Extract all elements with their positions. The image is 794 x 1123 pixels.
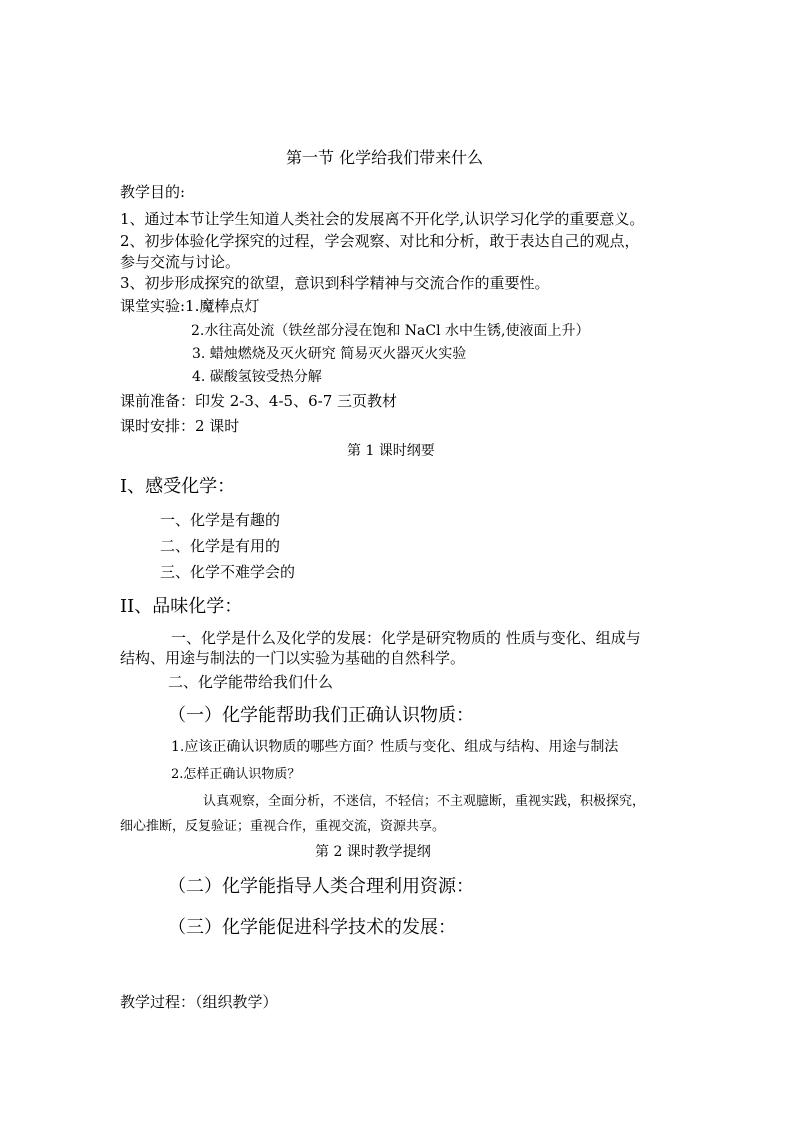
objective-item-1: 1、通过本节让学生知道人类社会的发展离不开化学,认识学习化学的重要意义。 xyxy=(120,210,645,228)
objective-item-2-line-2: 参与交流与讨论。 xyxy=(120,253,241,271)
part-1-heading: I、感受化学： xyxy=(120,476,236,497)
experiment-item-2: 2.水往高处流（铁丝部分浸在饱和 NaCl 水中生锈,使液面上升） xyxy=(191,323,590,339)
lesson-1-heading: 第 1 课时纲要 xyxy=(347,443,435,459)
section-1-heading: （一）化学能帮助我们正确认识物质： xyxy=(168,705,474,726)
objective-item-3: 3、初步形成探究的欲望，意识到科学精神与交流合作的重要性。 xyxy=(120,274,550,292)
part-1-item-3: 三、化学不难学会的 xyxy=(160,563,296,581)
section-2-heading: （二）化学能指导人类合理利用资源： xyxy=(168,876,474,897)
objective-item-2-line-1: 2、初步体验化学探究的过程，学会观察、对比和分析，敢于表达自己的观点， xyxy=(120,232,640,250)
objectives-heading: 教学目的: xyxy=(120,183,186,201)
preparation-line: 课前准备：印发 2-3、4-5、6-7 三页教材 xyxy=(120,392,398,410)
question-2: 2.怎样正确认识物质？ xyxy=(171,767,301,782)
answer-line-2: 细心推断，反复验证；重视合作，重视交流，资源共享。 xyxy=(120,819,446,834)
answer-line-1: 认真观察，全面分析，不迷信，不轻信；不主观臆断，重视实践，积极探究， xyxy=(203,794,646,809)
experiment-item-4: 4. 碳酸氢铵受热分解 xyxy=(192,369,322,385)
part-1-item-2: 二、化学是有用的 xyxy=(160,537,281,555)
teaching-process-line: 教学过程：（组织教学） xyxy=(120,993,278,1011)
part-1-item-1: 一、化学是有趣的 xyxy=(160,511,281,529)
section-3-heading: （三）化学能促进科学技术的发展： xyxy=(168,917,456,938)
part-2-paragraph-line-1: 一、化学是什么及化学的发展：化学是研究物质的 性质与变化、组成与 xyxy=(171,629,641,647)
question-1: 1.应该正确认识物质的哪些方面？性质与变化、组成与结构、用途与制法 xyxy=(171,739,619,755)
part-2-subheading-2: 二、化学能带给我们什么 xyxy=(168,673,334,691)
experiments-line-1: 课堂实验:1.魔棒点灯 xyxy=(120,297,260,315)
page-title: 第一节 化学给我们带来什么 xyxy=(286,148,484,167)
part-2-heading: II、品味化学： xyxy=(120,596,243,617)
schedule-line: 课时安排：2 课时 xyxy=(120,417,240,435)
part-2-paragraph-line-2: 结构、用途与制法的一门以实验为基础的自然科学。 xyxy=(120,649,466,667)
lesson-2-heading: 第 2 课时教学提纲 xyxy=(315,844,431,860)
experiment-item-3: 3. 蜡烛燃烧及灭火研究 简易灭火器灭火实验 xyxy=(192,346,467,362)
